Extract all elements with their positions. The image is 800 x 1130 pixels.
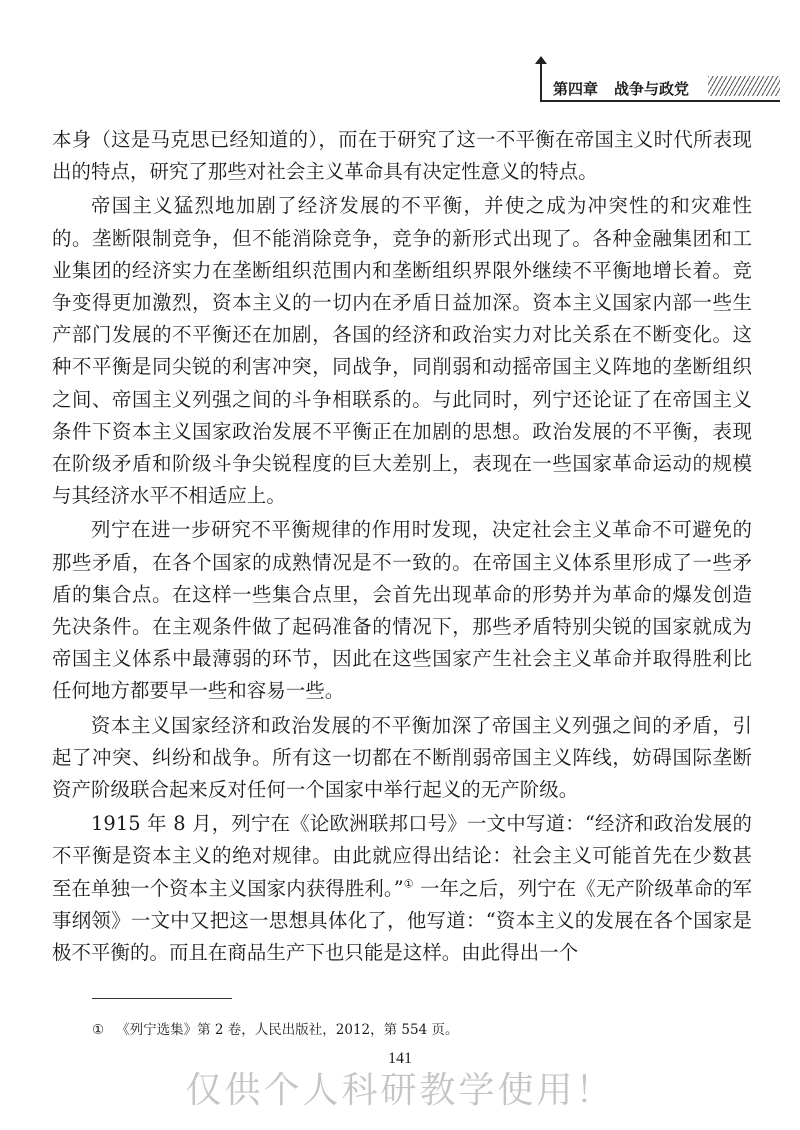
footnote [92, 1018, 459, 1038]
page-number: 141 [388, 1050, 412, 1067]
footnote-reference[interactable]: ① [403, 877, 414, 891]
running-header [553, 78, 689, 99]
header-arrow-icon [540, 60, 542, 100]
paragraph: 列宁在进一步研究不平衡规律的作用时发现，决定社会主义革命不可避免的那些矛盾，在各个国家的成熟情况是不一致的。在帝国主义体系里形成了一些矛盾的集合点。在这样一些集合点里，会首先出现革命的形势并为革命的爆发创造先决条件。在主观条件做了起码准备的情况下，那些矛盾特别尖锐的国家就成为帝国主义体系中最薄弱的环节，因此在这些国家产生社会主义革命并取得胜利比任何地方都要早一些和容易一些。 [52, 518, 752, 703]
paragraph-text: 1915 年 8 月，列宁在《论欧洲联邦口号》一文中写道：“经济和政治发展的不平衡是资本主义的绝对规律。由此就应得出结论：社会主义可能首先在少数甚至在单独一个资本主义国家内获得胜利。” [52, 812, 752, 900]
header-rule [540, 100, 780, 102]
watermark: 仅供个人科研教学使用！ [185, 1070, 615, 1111]
paragraph: 帝国主义猛烈地加剧了经济发展的不平衡，并使之成为冲突性的和灾难性的。垄断限制竞争，但不能消除竞争，竞争的新形式出现了。各种金融集团和工业集团的经济实力在垄断组织范围内和垄断组织界限外继续不平衡地增长着。竞争变得更加激烈，资本主义的一切内在矛盾日益加深。资本主义国家内部一些生产部门发展的不平衡还在加剧，各国的经济和政治实力对比关系在不断变化。这种不平衡是同尖锐的利害冲突，同战争，同削弱和动摇帝国主义阵地的垄断组织之间、帝国主义列强之间的斗争相联系的。与此同时，列宁还论证了在帝国主义条件下资本主义国家政治发展不平衡正在加剧的思想。政治发展的不平衡，表现在阶级矛盾和阶级斗争尖锐程度的巨大差别上，表现在一些国家革命运动的规模与其经济水平不相适应上。 [52, 194, 752, 508]
chapter-title: 战争与政党 [614, 80, 690, 98]
body-text [52, 124, 752, 971]
footnote-rule [92, 998, 232, 999]
footnote-mark: ① [92, 1022, 105, 1038]
paragraph-text: 一年之后，列宁在《无产阶级革命的军事纲领》一文中又把这一思想具体化了，他写道：“资本主义的发展在各个国家是极不平衡的。而且在商品生产下也只能是这样。由此得出一个 [52, 876, 752, 965]
paragraph: 资本主义国家经济和政治发展的不平衡加深了帝国主义列强之间的矛盾，引起了冲突、纠纷和战争。所有这一切都在不断削弱帝国主义阵线，妨碍国际垄断资产阶级联合起来反对任何一个国家中举行起义的无产阶级。 [52, 713, 752, 802]
footnote-text: 《列宁选集》第 2 卷，人民出版社，2012，第 554 页。 [116, 1022, 459, 1038]
header-hatch-decoration [708, 76, 780, 96]
chapter-number: 第四章 [553, 80, 599, 98]
paragraph-continued: 本身（这是马克思已经知道的），而在于研究了这一不平衡在帝国主义时代所表现出的特点，研究了那些对社会主义革命具有决定性意义的特点。 [52, 128, 752, 184]
paragraph-with-footnote [52, 808, 752, 969]
